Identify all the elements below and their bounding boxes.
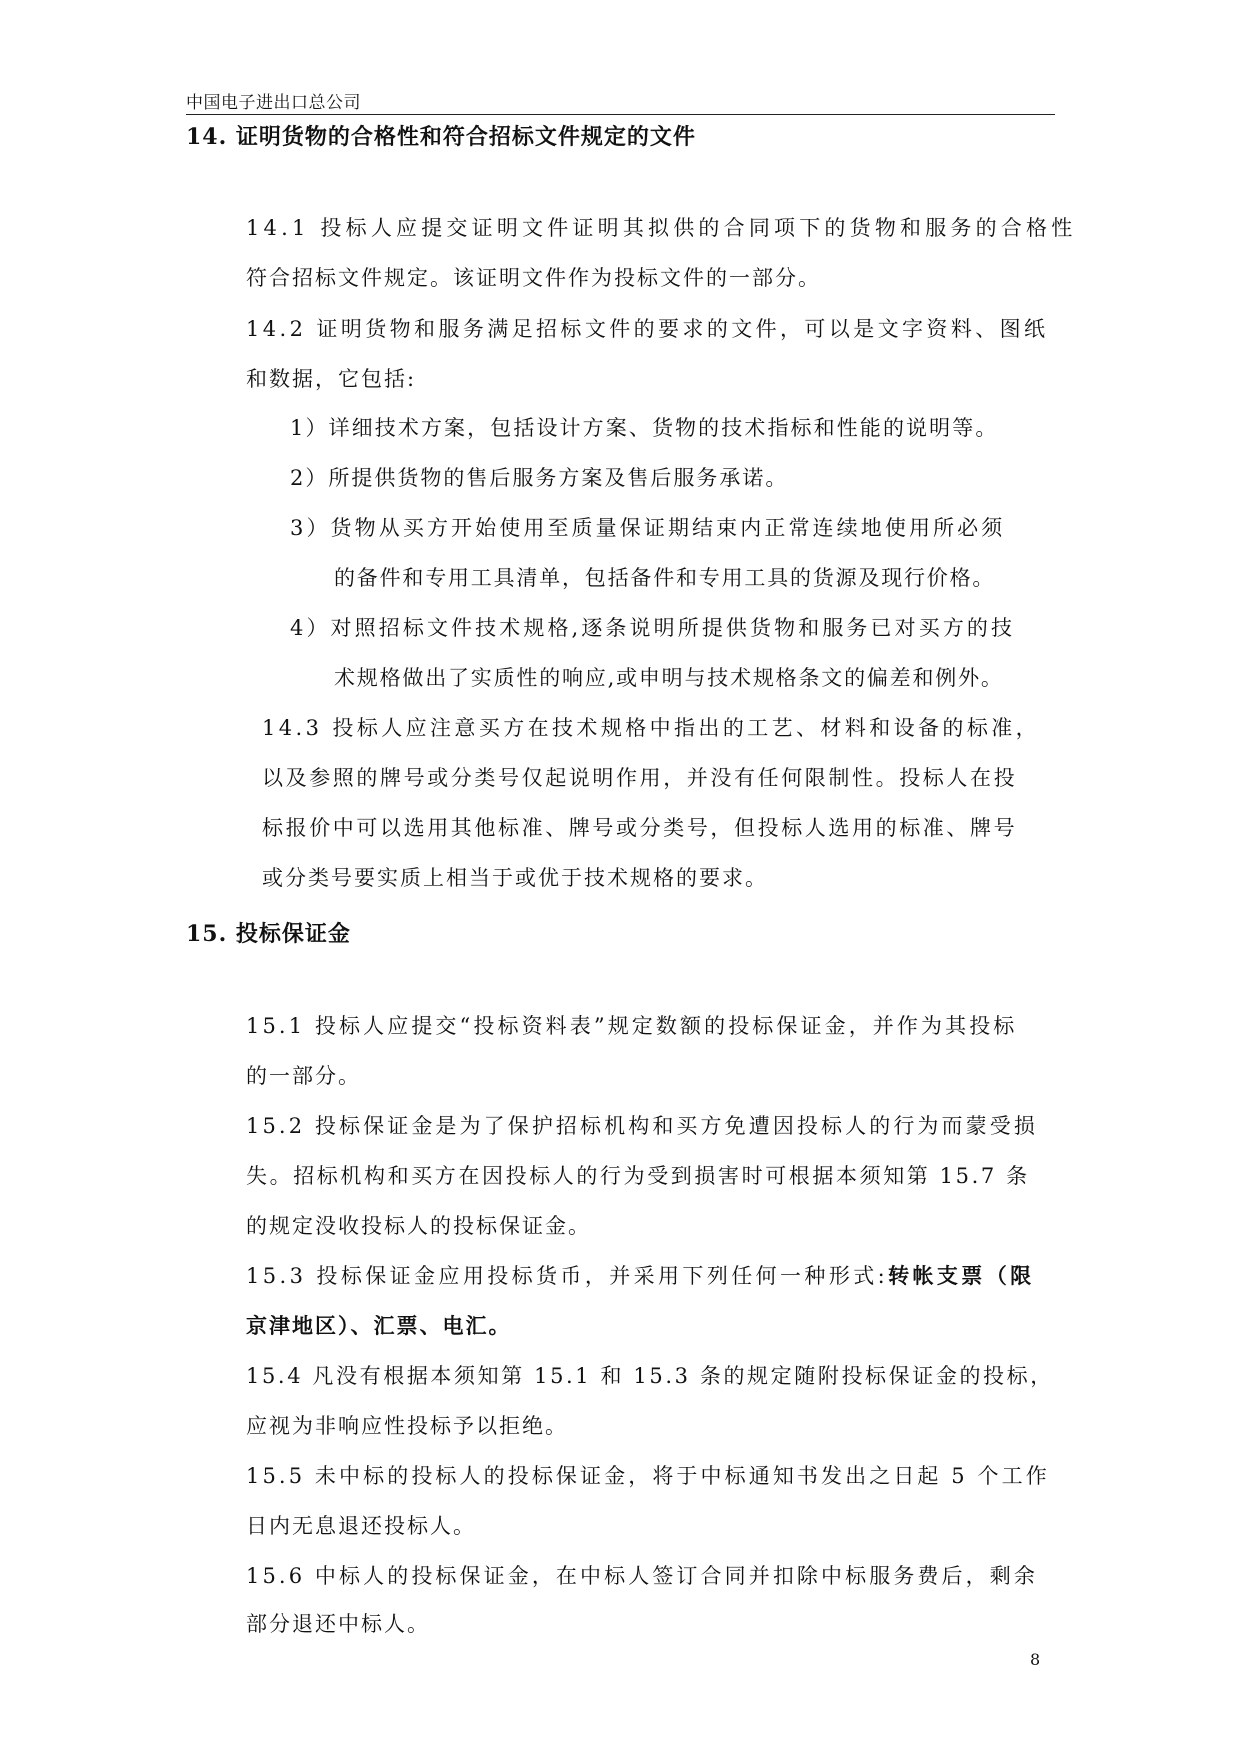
para-14-3-line-1: 14.3 投标人应注意买方在技术规格中指出的工艺、材料和设备的标准， [262, 716, 1041, 740]
list-item-1: 1）详细技术方案，包括设计方案、货物的技术指标和性能的说明等。 [290, 416, 999, 440]
para-14-1-line-2: 符合招标文件规定。该证明文件作为投标文件的一部分。 [246, 266, 821, 290]
para-14-3-line-2: 以及参照的牌号或分类号仅起说明作用，并没有任何限制性。投标人在投 [262, 766, 1018, 790]
para-15-3-line-2 [246, 1310, 512, 1340]
para-14-2-line-1: 14.2 证明货物和服务满足招标文件的要求的文件，可以是文字资料、图纸 [246, 317, 1049, 341]
para-15-6-line-2: 部分退还中标人。 [246, 1612, 430, 1636]
para-15-3-line-1 [246, 1260, 1035, 1290]
para-15-2-line-2: 失。招标机构和买方在因投标人的行为受到损害时可根据本须知第 15.7 条 [246, 1164, 1030, 1188]
para-15-2-line-1: 15.2 投标保证金是为了保护招标机构和买方免遭因投标人的行为而蒙受损 [246, 1114, 1038, 1138]
header-rule [186, 114, 1055, 115]
para-15-5-line-1: 15.5 未中标的投标人的投标保证金，将于中标通知书发出之日起 5 个工作 [246, 1464, 1050, 1488]
para-15-3-emphasis-cont: 京津地区）、汇票、电汇。 [246, 1313, 512, 1338]
list-item-4-line-2: 术规格做出了实质性的响应,或申明与技术规格条文的偏差和例外。 [334, 666, 1004, 690]
list-item-2: 2）所提供货物的售后服务方案及售后服务承诺。 [290, 466, 789, 490]
list-item-4-line-1: 4）对照招标文件技术规格,逐条说明所提供货物和服务已对买方的技 [290, 616, 1016, 640]
para-15-3-text: 15.3 投标保证金应用投标货币，并采用下列任何一种形式: [246, 1264, 889, 1288]
page-number: 8 [1030, 1650, 1041, 1669]
para-15-2-line-3: 的规定没收投标人的投标保证金。 [246, 1214, 591, 1238]
para-14-1-line-1: 14.1 投标人应提交证明文件证明其拟供的合同项下的货物和服务的合格性 [246, 216, 1077, 240]
para-15-4-line-1: 15.4 凡没有根据本须知第 15.1 和 15.3 条的规定随附投标保证金的投标， [246, 1364, 1054, 1388]
section-15-heading: 15. 投标保证金 [186, 921, 351, 947]
list-item-3-line-2: 的备件和专用工具清单，包括备件和专用工具的货源及现行价格。 [334, 566, 996, 590]
para-15-6-line-1: 15.6 中标人的投标保证金，在中标人签订合同并扣除中标服务费后，剩余 [246, 1564, 1038, 1588]
para-15-3-emphasis: 转帐支票（限 [888, 1263, 1035, 1288]
para-14-2-line-2: 和数据，它包括: [246, 367, 417, 391]
para-14-3-line-3: 标报价中可以选用其他标准、牌号或分类号，但投标人选用的标准、牌号 [262, 816, 1018, 840]
para-14-3-line-4: 或分类号要实质上相当于或优于技术规格的要求。 [262, 866, 768, 890]
para-15-1-line-2: 的一部分。 [246, 1064, 361, 1088]
page-header-company: 中国电子进出口总公司 [186, 93, 361, 113]
list-item-3-line-1: 3）货物从买方开始使用至质量保证期结束内正常连续地使用所必须 [290, 516, 1006, 540]
para-15-5-line-2: 日内无息退还投标人。 [246, 1514, 476, 1538]
section-14-heading: 14. 证明货物的合格性和符合招标文件规定的文件 [186, 124, 696, 150]
para-15-4-line-2: 应视为非响应性投标予以拒绝。 [246, 1414, 568, 1438]
para-15-1-line-1: 15.1 投标人应提交“投标资料表”规定数额的投标保证金，并作为其投标 [246, 1014, 1018, 1038]
